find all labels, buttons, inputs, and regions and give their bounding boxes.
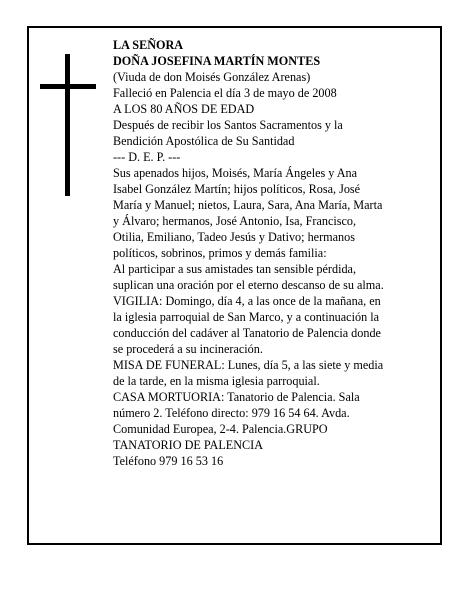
- funeral-home-line: TANATORIO DE PALENCIA: [113, 438, 264, 452]
- sacraments-line-2: Bendición Apostólica de Su Santidad: [113, 134, 295, 148]
- rip-line: --- D. E. P. ---: [113, 150, 181, 164]
- family-line: María y Manuel; nietos, Laura, Sara, Ana María, Marta: [113, 198, 383, 212]
- age-line: A LOS 80 AÑOS DE EDAD: [113, 102, 255, 116]
- vigil-line: la iglesia parroquial de San Marco, y a continuación la: [113, 310, 380, 324]
- vigil-line: conducción del cadáver al Tanatorio de Palencia donde: [113, 326, 381, 340]
- funeral-mass-line: MISA DE FUNERAL: Lunes, día 5, a las siete y media: [113, 358, 384, 372]
- family-line: Isabel González Martín; hijos políticos, Rosa, José: [113, 182, 361, 196]
- family-line: y Álvaro; hermanos, José Antonio, Isa, Francisco,: [113, 214, 357, 228]
- cross-icon-horizontal-bar: [40, 84, 96, 89]
- widow-of-line: (Viuda de don Moisés González Arenas): [113, 70, 311, 84]
- vigil-line: se procederá a su incineración.: [113, 342, 263, 356]
- obituary-text-block: [113, 37, 431, 469]
- family-line: Otilia, Emiliano, Tadeo Jesús y Dativo; hermanos: [113, 230, 355, 244]
- family-line: Sus apenados hijos, Moisés, María Ángeles y Ana: [113, 166, 358, 180]
- prayer-request-line: Al participar a sus amistades tan sensible pérdida,: [113, 262, 357, 276]
- death-date-line: Falleció en Palencia el día 3 de mayo de 2008: [113, 86, 337, 100]
- sacraments-line-1: Después de recibir los Santos Sacramentos y la: [113, 118, 343, 132]
- funeral-home-line: Comunidad Europea, 2-4. Palencia.GRUPO: [113, 422, 328, 436]
- funeral-home-line: CASA MORTUORIA: Tanatorio de Palencia. Sala: [113, 390, 360, 404]
- funeral-home-line: número 2. Teléfono directo: 979 16 54 64. Avda.: [113, 406, 350, 420]
- phone-line: Teléfono 979 16 53 16: [113, 454, 224, 468]
- funeral-mass-line: de la tarde, en la misma iglesia parroquial.: [113, 374, 320, 388]
- deceased-name: DOÑA JOSEFINA MARTÍN MONTES: [113, 54, 321, 68]
- prayer-request-line: suplican una oración por el eterno descanso de su alma.: [113, 278, 384, 292]
- cross-icon-vertical-bar: [65, 54, 70, 196]
- honorific-line: LA SEÑORA: [113, 38, 184, 52]
- family-line: políticos, sobrinos, primos y demás familia:: [113, 246, 327, 260]
- vigil-line: VIGILIA: Domingo, día 4, a las once de la mañana, en: [113, 294, 381, 308]
